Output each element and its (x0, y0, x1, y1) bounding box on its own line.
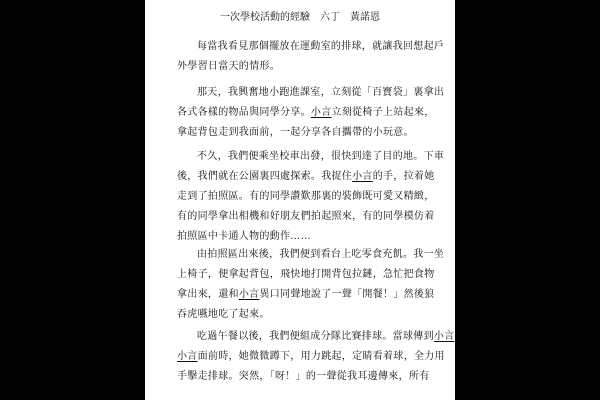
classmate-name: 小言 (352, 171, 373, 182)
text-line: 由拍照區出來後，我們便到看台上吃零食充飢。我一坐 (197, 249, 445, 260)
classmate-name: 小言 (177, 351, 198, 362)
text-line: 後，我們就在公園裏四處探索。我捉住小言的手，拉着她 (177, 171, 435, 182)
text-line: 那天，我興奮地小跑進課室，立刻從「百寶袋」裏拿出 (197, 87, 445, 98)
text-line: 吞虎嚥地吃了起來。 (177, 309, 270, 320)
essay-title: 一次學校活動的經驗 六丁 黃諾恩 (220, 12, 380, 23)
text-line: 手擊走排球。突然，「呀！」的一聲從我耳邊傳來，所有 (177, 371, 430, 382)
text-line: 有的同學拿出相機和好朋友們拍起照來，有的同學模仿着 (177, 211, 435, 222)
text-line: 吃過午餐以後，我們便組成分隊比賽排球。當球傳到小言 (197, 331, 455, 342)
document-page (145, 0, 455, 400)
classmate-name: 小言 (238, 289, 260, 300)
classmate-name: 小言 (433, 331, 455, 342)
text-line: 上椅子，便拿起背包，飛快地打開背包拉鏈，急忙把食物 (177, 269, 435, 280)
text-line: 不久，我們便乘坐校車出發，很快到達了目的地。下車 (197, 151, 445, 162)
text-line: 走到了拍照區。有的同學讚歎那裏的裝飾既可愛又精緻， (177, 191, 435, 202)
text-line: 每當我看見那個擺放在運動室的排球，就讓我回想起戶 (197, 41, 445, 52)
text-line: 小言面前時，她微微蹲下，用力跳起，定睛看着球，全力用 (177, 351, 445, 362)
text-line: 拍照區中卡通人物的動作…… (177, 231, 311, 242)
text-line: 外學習日當天的情形。 (177, 61, 280, 72)
text-line: 拿起背包走到我面前，一起分享各自攜帶的小玩意。 (177, 127, 414, 138)
text-line: 拿出來，還和小言異口同聲地說了一聲「開餐！」然後狼 (177, 289, 435, 300)
text-line: 各式各樣的物品與同學分享。小言立刻從椅子上站起來， (177, 107, 435, 118)
classmate-name: 小言 (310, 107, 332, 118)
